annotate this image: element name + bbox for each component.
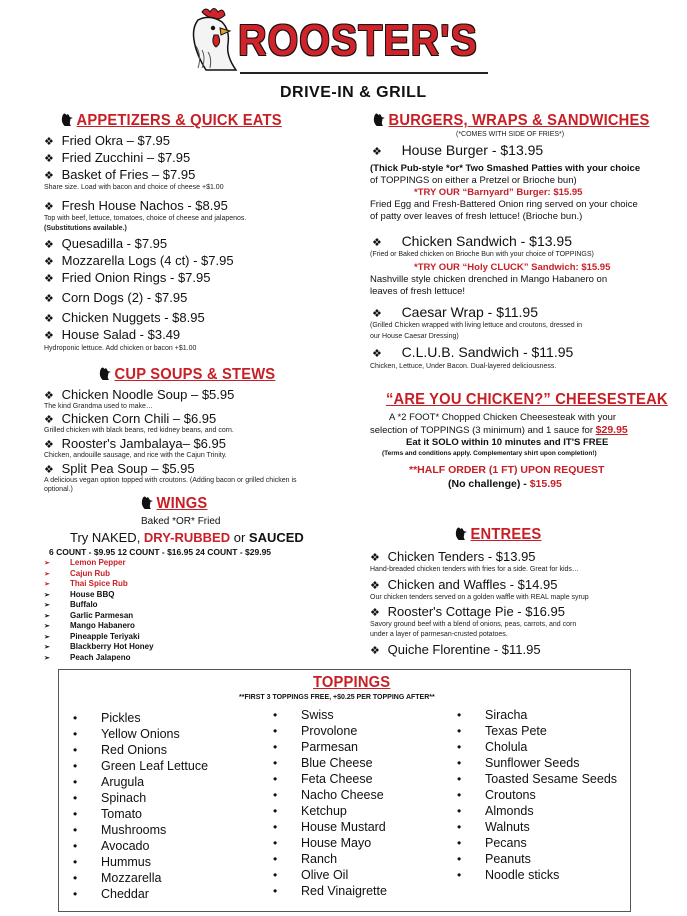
menu-item: ❖ Chicken Sandwich - $13.95 <box>372 233 572 249</box>
diamond-bullet-icon: ❖ <box>372 348 382 360</box>
wing-flavor: ➢ Pineapple Teriyaki <box>44 631 140 641</box>
challenge-terms: (Terms and conditions apply. Complementary shirt upon completion!) <box>382 450 597 457</box>
diamond-bullet-icon: ❖ <box>44 330 54 342</box>
dot-bullet-icon: • <box>273 788 278 802</box>
diamond-bullet-icon: ❖ <box>372 146 382 158</box>
wing-flavor: ➢ Blackberry Hot Honey <box>44 642 154 651</box>
menu-item: ❖ Chicken Corn Chili – $6.95 <box>44 411 217 426</box>
arrow-bullet-icon: ➢ <box>44 591 50 599</box>
arrow-bullet-icon: ➢ <box>44 654 50 662</box>
item-note: our House Caesar Dressing) <box>370 333 459 340</box>
item-note: leaves of fresh lettuce! <box>370 286 466 297</box>
dot-bullet-icon: • <box>73 807 78 821</box>
diamond-bullet-icon: ❖ <box>44 273 54 285</box>
item-note: Hydroponic lettuce. Add chicken or bacon +$1.00 <box>44 345 197 352</box>
arrow-bullet-icon: ➢ <box>44 633 50 641</box>
wings-options: Try NAKED, DRY-RUBBED or SAUCED <box>70 530 304 545</box>
toppings-box <box>58 669 631 912</box>
menu-item: ❖ Corn Dogs (2) - $7.95 <box>44 290 188 305</box>
rooster-icon <box>454 526 467 540</box>
wings-counts: 6 COUNT - $9.95 12 COUNT - $16.95 24 COUNT - $29.95 <box>49 547 272 557</box>
diamond-bullet-icon: ❖ <box>44 293 54 305</box>
promo-line: *TRY OUR “Barnyard” Burger: $15.95 <box>414 187 583 198</box>
dot-bullet-icon: • <box>273 708 278 722</box>
burgers-note: (*COMES WITH SIDE OF FRIES*) <box>456 131 565 138</box>
diamond-bullet-icon: ❖ <box>372 237 382 249</box>
topping-item: • Ketchup <box>273 804 347 818</box>
item-note: Chicken, andouille sausage, and rice with the Cajun Trinity. <box>44 452 227 459</box>
diamond-bullet-icon: ❖ <box>44 313 54 325</box>
topping-item: • Ranch <box>273 852 338 866</box>
menu-item: ❖ Fried Okra – $7.95 <box>44 133 171 148</box>
dot-bullet-icon: • <box>73 759 78 773</box>
wing-flavor: ➢ Garlic Parmesan <box>44 610 134 620</box>
topping-item: • Red Onions <box>73 743 168 757</box>
topping-item: • House Mayo <box>273 836 372 850</box>
topping-item: • Yellow Onions <box>73 727 180 741</box>
menu-item: ❖ Fresh House Nachos - $8.95 <box>44 198 228 213</box>
topping-item: • Hummus <box>73 855 152 869</box>
dot-bullet-icon: • <box>457 820 462 834</box>
promo-line: *TRY OUR “Holy CLUCK” Sandwich: $15.95 <box>414 262 611 273</box>
arrow-bullet-icon: ➢ <box>44 602 50 609</box>
menu-item: ❖ Quesadilla - $7.95 <box>44 236 168 251</box>
dot-bullet-icon: • <box>457 788 462 802</box>
dot-bullet-icon: • <box>457 724 462 738</box>
menu-item: ❖ Basket of Fries – $7.95 <box>44 167 196 182</box>
topping-item: • Parmesan <box>273 740 358 754</box>
arrow-bullet-icon: ➢ <box>44 570 50 578</box>
item-note: Savory ground beef with a blend of onions, peas, carrots, and corn <box>370 621 577 628</box>
diamond-bullet-icon: ❖ <box>44 464 54 476</box>
dot-bullet-icon: • <box>273 836 278 850</box>
topping-item: • Nacho Cheese <box>273 788 384 802</box>
dot-bullet-icon: • <box>273 804 278 818</box>
topping-item: • Mushrooms <box>73 823 167 837</box>
diamond-bullet-icon: ❖ <box>372 308 382 320</box>
topping-item: • Avocado <box>73 839 150 853</box>
dot-bullet-icon: • <box>73 871 78 885</box>
dot-bullet-icon: • <box>273 884 278 898</box>
item-note: Chicken, Lettuce, Under Bacon. Dual-layered deliciousness. <box>370 363 557 370</box>
menu-item: ❖ Chicken and Waffles - $14.95 <box>370 577 558 592</box>
arrow-bullet-icon: ➢ <box>44 560 50 567</box>
dot-bullet-icon: • <box>457 836 462 850</box>
entrees-heading: ENTREES <box>454 526 541 544</box>
dot-bullet-icon: • <box>73 775 78 789</box>
item-note: of patty over leaves of fresh lettuce! (Brioche bun.) <box>370 211 583 222</box>
topping-item: • Almonds <box>457 804 534 818</box>
topping-item: • Siracha <box>457 708 528 722</box>
logo-divider <box>240 72 488 74</box>
item-note: (Fried or Baked chicken on Brioche Bun with your choice of TOPPINGS) <box>370 251 594 258</box>
diamond-bullet-icon: ❖ <box>370 552 380 564</box>
topping-item: • Tomato <box>73 807 142 821</box>
item-note: under a layer of parmesan-crusted potatoes. <box>370 631 508 638</box>
topping-item: • Swiss <box>273 708 334 722</box>
diamond-bullet-icon: ❖ <box>370 580 380 592</box>
dot-bullet-icon: • <box>73 855 78 869</box>
dot-bullet-icon: • <box>73 791 78 805</box>
challenge-desc: selection of TOPPINGS (3 minimum) and 1 sauce for $29.95 <box>370 424 628 436</box>
toppings-column-3 <box>457 708 617 884</box>
menu-item: ❖ Quiche Florentine - $11.95 <box>370 642 541 657</box>
topping-item: • Peanuts <box>457 852 531 866</box>
item-note: Hand-breaded chicken tenders with fries for a side. Great for kids… <box>370 566 579 573</box>
arrow-bullet-icon: ➢ <box>44 612 50 620</box>
challenge-heading: “ARE YOU CHICKEN?” CHEESESTEAK <box>386 391 668 408</box>
item-note: The kind Grandma used to make… <box>44 403 153 410</box>
diamond-bullet-icon: ❖ <box>44 201 54 213</box>
menu-item: ❖ House Salad - $3.49 <box>44 327 181 342</box>
diamond-bullet-icon: ❖ <box>44 439 54 451</box>
dot-bullet-icon: • <box>457 756 462 770</box>
topping-item: • Texas Pete <box>457 724 547 738</box>
dot-bullet-icon: • <box>273 820 278 834</box>
topping-item: • Cholula <box>457 740 528 754</box>
wing-flavor: ➢ Thai Spice Rub <box>44 579 128 588</box>
appetizers-heading: APPETIZERS & QUICK EATS <box>60 112 282 130</box>
item-note: Share size. Load with bacon and choice of cheese +$1.00 <box>44 184 224 191</box>
topping-item: • Pecans <box>457 836 527 850</box>
dot-bullet-icon: • <box>457 740 462 754</box>
item-note: optional.) <box>44 486 73 493</box>
half-order: **HALF ORDER (1 FT) UPON REQUEST <box>409 464 605 476</box>
diamond-bullet-icon: ❖ <box>44 239 54 251</box>
wing-flavor: ➢ Peach Jalapeno <box>44 652 131 662</box>
challenge-rule: Eat it SOLO within 10 minutes and IT'S FREE <box>406 437 609 448</box>
topping-item: • House Mustard <box>273 820 386 834</box>
topping-item: • Green Leaf Lettuce <box>73 759 209 773</box>
rooster-icon <box>98 366 111 380</box>
rooster-icon <box>372 112 385 126</box>
menu-item: ❖ Chicken Noodle Soup – $5.95 <box>44 387 235 402</box>
rooster-icon <box>60 112 73 126</box>
logo <box>180 6 510 106</box>
arrow-bullet-icon: ➢ <box>44 581 50 588</box>
wing-flavors-list <box>44 558 154 663</box>
topping-item: • Olive Oil <box>273 868 349 882</box>
dot-bullet-icon: • <box>273 772 278 786</box>
challenge-desc: A *2 FOOT* Chopped Chicken Cheesesteak with your <box>389 412 617 423</box>
wing-flavor: ➢ Cajun Rub <box>44 568 110 578</box>
dot-bullet-icon: • <box>73 727 78 741</box>
topping-item: • Red Vinaigrette <box>273 884 387 898</box>
item-note: (Grilled Chicken wrapped with living lettuce and croutons, dressed in <box>370 322 583 329</box>
dot-bullet-icon: • <box>457 868 462 882</box>
diamond-bullet-icon: ❖ <box>44 390 54 402</box>
diamond-bullet-icon: ❖ <box>44 256 54 268</box>
item-note: Grilled chicken with black beans, red kidney beans, and corn. <box>44 427 234 434</box>
dot-bullet-icon: • <box>457 804 462 818</box>
topping-item: • Pickles <box>73 711 141 725</box>
menu-item: ❖ Fried Onion Rings - $7.95 <box>44 270 211 285</box>
dot-bullet-icon: • <box>73 711 78 725</box>
dot-bullet-icon: • <box>457 708 462 722</box>
diamond-bullet-icon: ❖ <box>44 414 54 426</box>
menu-item: ❖ Split Pea Soup – $5.95 <box>44 461 195 476</box>
item-note: of TOPPINGS on either a Pretzel or Brioche bun) <box>370 175 577 186</box>
wing-flavor: ➢ Buffalo <box>44 600 98 609</box>
toppings-note: **FIRST 3 TOPPINGS FREE, +$0.25 PER TOPPING AFTER** <box>239 694 435 701</box>
topping-item: • Mozzarella <box>73 871 162 885</box>
topping-item: • Cheddar <box>73 887 149 901</box>
item-note: Fried Egg and Fresh-Battered Onion ring served on your choice <box>370 199 638 210</box>
topping-item: • Walnuts <box>457 820 530 834</box>
item-note: A delicious vegan option topped with croutons. (Adding bacon or grilled chicken is <box>44 477 297 484</box>
arrow-bullet-icon: ➢ <box>44 644 50 651</box>
toppings-heading: TOPPINGS <box>313 674 391 691</box>
topping-item: • Sunflower Seeds <box>457 756 580 770</box>
menu-item: ❖ Caesar Wrap - $11.95 <box>372 304 539 320</box>
item-note: (Substitutions available.) <box>44 225 127 232</box>
soups-heading: CUP SOUPS & STEWS <box>98 366 275 384</box>
dot-bullet-icon: • <box>273 868 278 882</box>
arrow-bullet-icon: ➢ <box>44 623 50 630</box>
menu-item: ❖ Mozzarella Logs (4 ct) - $7.95 <box>44 253 234 268</box>
brand-name: ROOSTER'S <box>238 16 478 65</box>
item-note: Nashville style chicken drenched in Mango Habanero on <box>370 274 608 285</box>
dot-bullet-icon: • <box>73 743 78 757</box>
topping-item: • Croutons <box>457 788 536 802</box>
menu-item: ❖ Rooster's Jambalaya– $6.95 <box>44 436 226 451</box>
dot-bullet-icon: • <box>273 756 278 770</box>
item-note: Our chicken tenders served on a golden waffle with REAL maple syrup <box>370 594 589 601</box>
topping-item: • Blue Cheese <box>273 756 373 770</box>
menu-item: ❖ C.L.U.B. Sandwich - $11.95 <box>372 344 574 360</box>
diamond-bullet-icon: ❖ <box>44 153 54 165</box>
wings-style: Baked *OR* Fried <box>141 516 221 527</box>
diamond-bullet-icon: ❖ <box>370 607 380 619</box>
topping-item: • Provolone <box>273 724 358 738</box>
dot-bullet-icon: • <box>73 823 78 837</box>
diamond-bullet-icon: ❖ <box>44 170 54 182</box>
menu-item: ❖ Chicken Nuggets - $8.95 <box>44 310 205 325</box>
dot-bullet-icon: • <box>273 852 278 866</box>
wing-flavor: ➢ Mango Habanero <box>44 621 135 630</box>
dot-bullet-icon: • <box>73 887 78 901</box>
brand-subtitle: DRIVE-IN & GRILL <box>280 84 427 101</box>
menu-item: ❖ Chicken Tenders - $13.95 <box>370 549 536 564</box>
topping-item: • Toasted Sesame Seeds <box>457 772 618 786</box>
wing-flavor: ➢ Lemon Pepper <box>44 558 126 567</box>
menu-item: ❖ House Burger - $13.95 <box>372 142 544 158</box>
dot-bullet-icon: • <box>273 740 278 754</box>
half-order-price: (No challenge) - $15.95 <box>448 478 562 490</box>
topping-item: • Arugula <box>73 775 145 789</box>
toppings-column-1 <box>73 711 208 903</box>
dot-bullet-icon: • <box>457 772 462 786</box>
toppings-column-2 <box>273 708 387 900</box>
dot-bullet-icon: • <box>73 839 78 853</box>
burgers-heading: BURGERS, WRAPS & SANDWICHES <box>372 112 650 130</box>
item-note: (Thick Pub-style *or* Two Smashed Patties with your choice <box>370 163 641 174</box>
dot-bullet-icon: • <box>457 852 462 866</box>
rooster-icon <box>140 495 153 509</box>
menu-item: ❖ Fried Zucchini – $7.95 <box>44 150 191 165</box>
topping-item: • Noodle sticks <box>457 868 560 882</box>
item-note: Top with beef, lettuce, tomatoes, choice of cheese and jalapenos. <box>44 215 247 222</box>
menu-item: ❖ Rooster's Cottage Pie - $16.95 <box>370 604 565 619</box>
dot-bullet-icon: • <box>273 724 278 738</box>
wing-flavor: ➢ House BBQ <box>44 589 115 599</box>
wings-heading: WINGS <box>140 495 207 513</box>
topping-item: • Feta Cheese <box>273 772 373 786</box>
diamond-bullet-icon: ❖ <box>370 645 380 657</box>
topping-item: • Spinach <box>73 791 147 805</box>
diamond-bullet-icon: ❖ <box>44 136 54 148</box>
